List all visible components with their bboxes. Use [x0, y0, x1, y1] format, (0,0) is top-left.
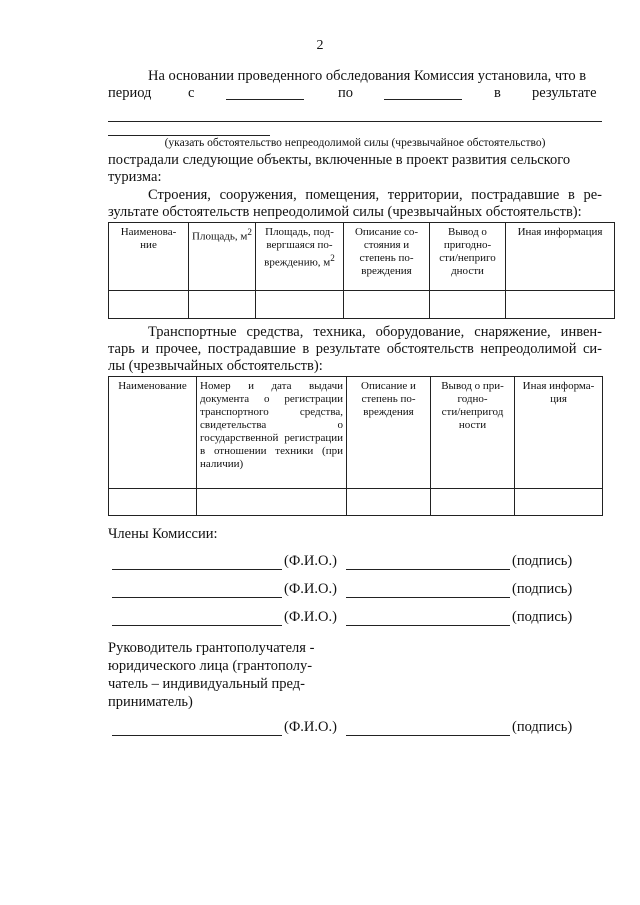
header-item-suitability-text: Вывод о при- годно- сти/непригод ности	[441, 380, 504, 431]
cell-empty	[189, 291, 256, 319]
fill-line-2	[108, 135, 270, 136]
signature-label-3: (подпись)	[512, 609, 573, 625]
header-name	[109, 223, 189, 291]
fio-line-1	[112, 569, 282, 570]
header-name-text: Наименова- ние	[120, 226, 177, 251]
header-area	[189, 223, 256, 291]
buildings-table-empty-row	[109, 291, 615, 319]
buildings-table-header-row	[109, 223, 615, 291]
buildings-heading-line-2: зультате обстоятельств непреодолимой силы (чрезвычайных обстоятельств):	[108, 204, 582, 220]
head-signature-label: (подпись)	[512, 719, 573, 735]
header-damage-desc-text: Описание и степень по- вреждения	[361, 380, 416, 418]
period-to: по	[338, 85, 354, 101]
period-result: результате	[532, 85, 597, 101]
cell-empty	[344, 291, 430, 319]
period-from: с	[188, 85, 195, 101]
cell-empty	[109, 291, 189, 319]
fio-label-1: (Ф.И.О.)	[284, 553, 337, 569]
transport-table	[108, 376, 603, 516]
cell-empty	[256, 291, 344, 319]
header-condition	[344, 223, 430, 291]
header-item-other-info-text: Иная информа- ция	[522, 380, 595, 405]
period-in: в	[494, 85, 501, 101]
transport-table-header-row	[109, 377, 603, 489]
transport-table-empty-row	[109, 489, 603, 516]
signature-line-3	[346, 625, 510, 626]
header-item-name	[109, 377, 197, 489]
header-damage-desc	[347, 377, 431, 489]
head-label-line-1: Руководитель грантополучателя -	[108, 640, 315, 656]
signature-label-2: (подпись)	[512, 581, 573, 597]
cell-empty	[515, 489, 603, 516]
period-from-blank	[226, 85, 304, 100]
buildings-table	[108, 222, 615, 319]
fill-line-1	[108, 121, 602, 122]
intro-text: На основании проведенного обследования Комиссия установила, что в	[148, 68, 587, 84]
header-item-name-text: Наименование	[118, 380, 187, 392]
fio-label-3: (Ф.И.О.)	[284, 609, 337, 625]
header-damaged-area	[256, 223, 344, 291]
head-fio-label: (Ф.И.О.)	[284, 719, 337, 735]
header-damaged-area-text: Площадь, под- вергшаяся по- вреждению, м	[264, 226, 334, 269]
transport-heading-line-3: лы (чрезвычайных обстоятельств):	[108, 358, 323, 374]
commission-label: Члены Комиссии:	[108, 526, 218, 542]
header-item-other-info	[515, 377, 603, 489]
signature-line-1	[346, 569, 510, 570]
area-superscript: 2	[247, 227, 252, 237]
header-registration-text: Номер и дата выдачи документа о регистрации транспортного средства, свидетельства о государственной регистрации в отношении техники (при наличии)	[200, 380, 343, 470]
head-label-line-4: приниматель)	[108, 694, 193, 710]
period-to-blank	[384, 85, 462, 100]
header-item-suitability	[431, 377, 515, 489]
damaged-area-superscript: 2	[330, 253, 335, 263]
header-suitability-text: Вывод о пригодно- сти/неприго дности	[439, 226, 496, 277]
transport-heading-line-2: тарь и прочее, пострадавшие в результате обстоятельств непреодолимой си-	[108, 341, 602, 357]
fio-line-2	[112, 597, 282, 598]
fio-label-2: (Ф.И.О.)	[284, 581, 337, 597]
transport-heading-line-1: Транспортные средства, техника, оборудование, снаряжение, инвен-	[148, 324, 602, 340]
head-fio-line	[112, 735, 282, 736]
head-label-line-3: чатель – индивидуальный пред-	[108, 676, 305, 692]
buildings-heading-line-1: Строения, сооружения, помещения, территории, пострадавшие в ре-	[148, 187, 602, 203]
header-suitability	[430, 223, 506, 291]
header-other-info	[506, 223, 615, 291]
period-word: период	[108, 85, 152, 101]
cell-empty	[197, 489, 347, 516]
cell-empty	[506, 291, 615, 319]
force-majeure-note: (указать обстоятельство непреодолимой силы (чрезвычайное обстоятельство)	[164, 137, 546, 149]
signature-line-2	[346, 597, 510, 598]
head-label-line-2: юридического лица (грантополу-	[108, 658, 313, 674]
header-other-info-text: Иная информация	[517, 226, 603, 238]
fio-line-3	[112, 625, 282, 626]
cell-empty	[431, 489, 515, 516]
signature-label-1: (подпись)	[512, 553, 573, 569]
period-line	[108, 85, 602, 103]
header-area-text: Площадь, м	[192, 230, 248, 243]
cell-empty	[430, 291, 506, 319]
header-registration	[197, 377, 347, 489]
cell-empty	[347, 489, 431, 516]
header-condition-text: Описание со- стояния и степень по- вреждения	[354, 226, 419, 277]
page-number: 2	[316, 38, 324, 53]
affected-objects-text: пострадали следующие объекты, включенные в проект развития сельского туризма:	[108, 152, 571, 185]
head-signature-line	[346, 735, 510, 736]
cell-empty	[109, 489, 197, 516]
